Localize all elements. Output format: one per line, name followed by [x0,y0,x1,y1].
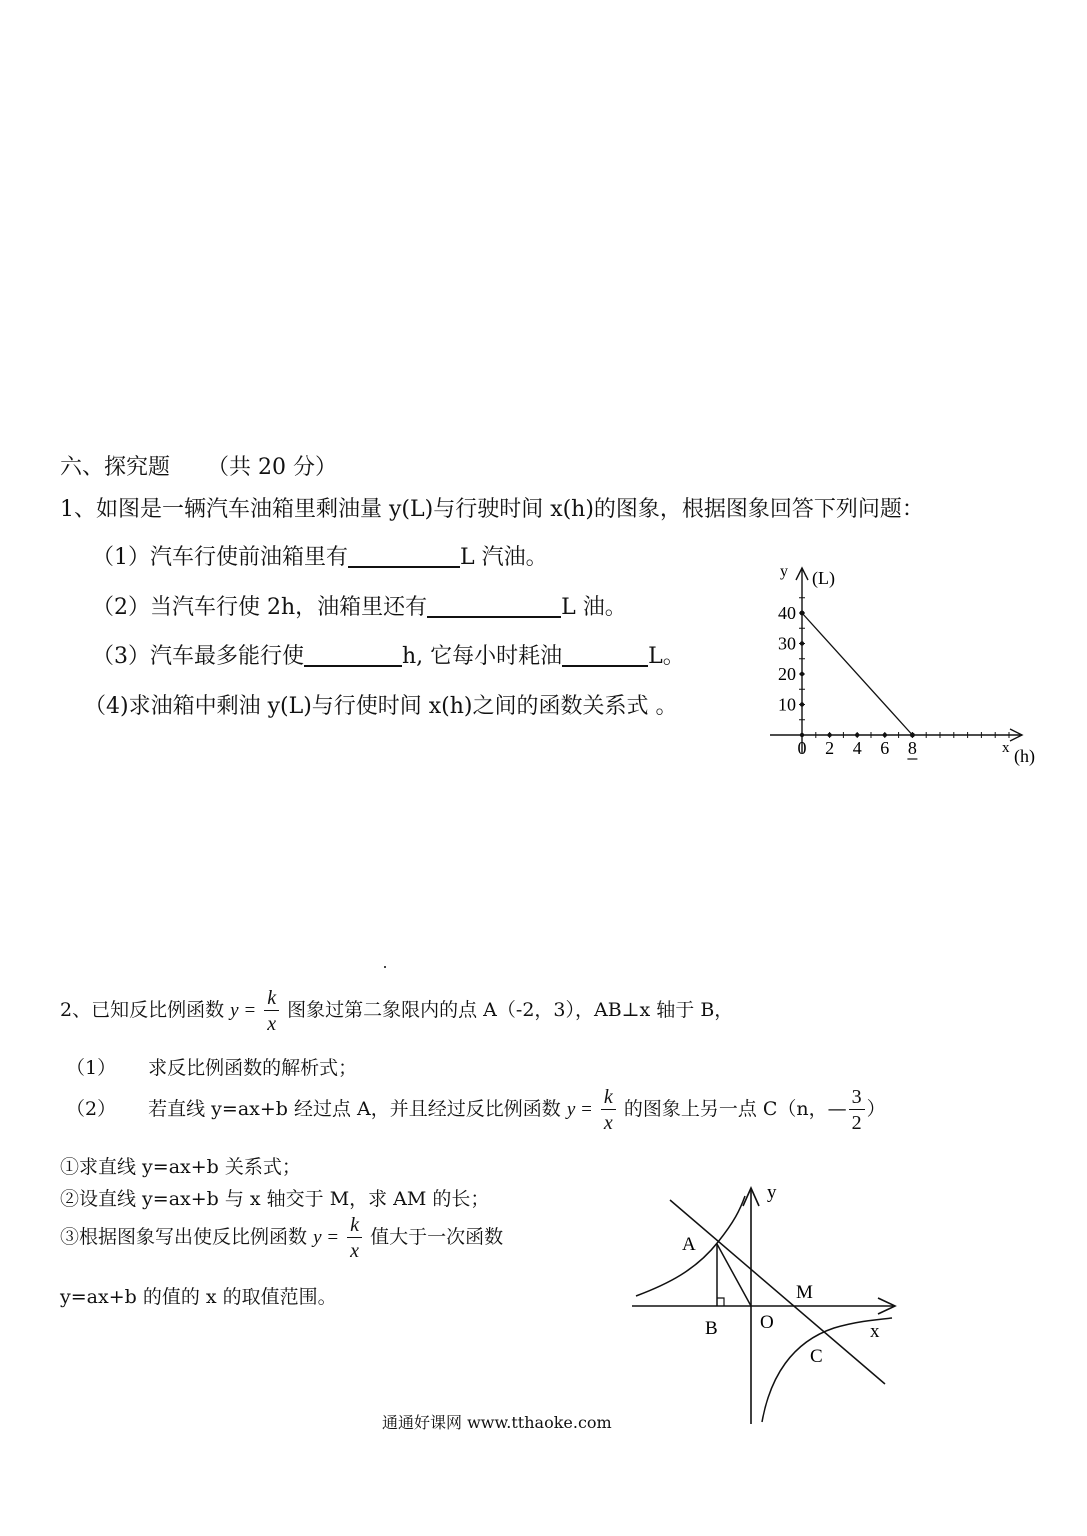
fraction-k-over-x [264,988,279,1034]
q1-part3-unit: L。 [648,644,685,669]
answer-blank [427,596,561,618]
q2-part2-text: 若直线 y=ax+b 经过点 A，并且经过反比例函数 [148,1098,561,1120]
q2-stem-text: 2、已知反比例函数 [60,999,225,1021]
y-tick-dot [800,641,804,645]
label-c: C [810,1346,823,1367]
fraction-k-over-x [601,1087,616,1133]
q1-part2-text: （2）当汽车行使 2h，油箱里还有 [92,595,428,620]
y-tick-label: 20 [778,664,796,684]
x-tick-dot [883,733,887,737]
fraction-numerator: k [601,1087,616,1110]
label-o: O [760,1312,774,1333]
fraction-numerator: 3 [849,1087,865,1110]
section-title: 六、探究题 [60,455,171,480]
q2-stem-rest: 图象过第二象限内的点 A（-2，3），AB⊥x 轴于 B， [287,999,734,1021]
q2-sub3 [60,1215,503,1261]
y-tick-label: 30 [778,633,796,654]
q1-part3 [92,639,685,670]
q1-part1-unit: L 汽油。 [460,545,548,570]
q1-stem: 1、如图是一辆汽车油箱里剩油量 y(L)与行驶时间 x(h)的图象，根据图象回答下列问题： [60,497,924,522]
x-tick-dot [800,733,804,737]
answer-blank [304,645,402,667]
fraction-denominator: x [350,1240,360,1262]
y-axis-unit: (L) [812,568,835,588]
x-tick-label: 2 [825,738,835,758]
q1-part2-unit: L 油。 [561,595,627,620]
q1-part4: （4)求油箱中剩油 y(L)与行使时间 x(h)之间的函数关系式 。 [84,694,678,719]
fraction-denominator: x [603,1112,613,1134]
section-score: （共 20 分） [207,455,337,480]
y-tick-dot [800,702,804,706]
q2-part1-text: 求反比例函数的解析式； [148,1057,358,1079]
q2-sub4: y=ax+b 的值的 x 的取值范围。 [60,1286,337,1308]
q2-part2-point: 的图象上另一点 C（n，— [623,1098,847,1120]
data-point [910,733,915,738]
fraction-denominator: 2 [851,1112,862,1134]
label-x: x [870,1321,880,1342]
q2-part1-number: （1） [66,1057,117,1079]
footer-watermark: 通通好课网 www.tthaoke.com [382,1413,612,1432]
function-y: y = [313,1227,340,1248]
x-axis-unit: (h) [1014,746,1035,766]
y-tick-dot [800,672,804,676]
fuel-chart [760,556,1050,768]
x-tick-label: 4 [852,738,862,758]
fraction-numerator: k [264,988,279,1011]
q2-sub2: ②设直线 y=ax+b 与 x 轴交于 M，求 AM 的长； [60,1188,490,1210]
label-a: A [682,1234,696,1255]
q1-part1 [92,540,548,571]
q1-part2 [92,590,627,621]
fuel-line [802,613,912,735]
label-b: B [705,1318,718,1339]
data-point [800,611,805,616]
segment-ao [717,1244,751,1306]
q2-sub3-text: ③根据图象写出使反比例函数 [60,1226,308,1248]
section-heading [60,450,337,481]
q1-part3-mid: h, 它每小时耗油 [402,644,563,669]
q1-part1-text: （1）汽车行使前油箱里有 [92,545,348,570]
q1-part3-text: （3）汽车最多能行使 [92,644,304,669]
answer-blank [348,546,460,568]
fraction-three-halves [849,1087,865,1133]
label-m: M [796,1282,813,1303]
q2-stem [60,988,733,1034]
q2-sub1: ①求直线 y=ax+b 关系式； [60,1156,301,1178]
q2-part1 [66,1053,357,1080]
x-tick-dot [827,733,831,737]
fraction-denominator: x [267,1013,277,1035]
label-y: y [767,1182,777,1203]
stray-mark [384,966,386,968]
line-ac [670,1200,885,1384]
x-axis-letter: x [1002,740,1010,756]
right-angle-icon [717,1298,724,1306]
y-tick-label: 10 [778,694,796,715]
y-axis-letter: y [780,563,788,580]
x-tick-label: 8 [907,738,917,758]
q2-part2-number: （2） [66,1098,117,1120]
x-tick-dot [855,733,859,737]
function-y: y = [566,1099,593,1120]
y-tick-label: 40 [778,603,796,623]
hyperbola-figure [620,1172,920,1432]
q2-part2-close: ） [866,1098,886,1120]
x-tick-label: 0 [797,738,807,758]
fraction-numerator: k [347,1215,362,1238]
fraction-k-over-x [347,1215,362,1261]
q2-sub3-rest: 值大于一次函数 [370,1226,504,1248]
function-y: y = [230,1000,257,1021]
q2-part2 [66,1087,886,1133]
answer-blank [562,645,648,667]
x-tick-label: 6 [880,738,890,758]
